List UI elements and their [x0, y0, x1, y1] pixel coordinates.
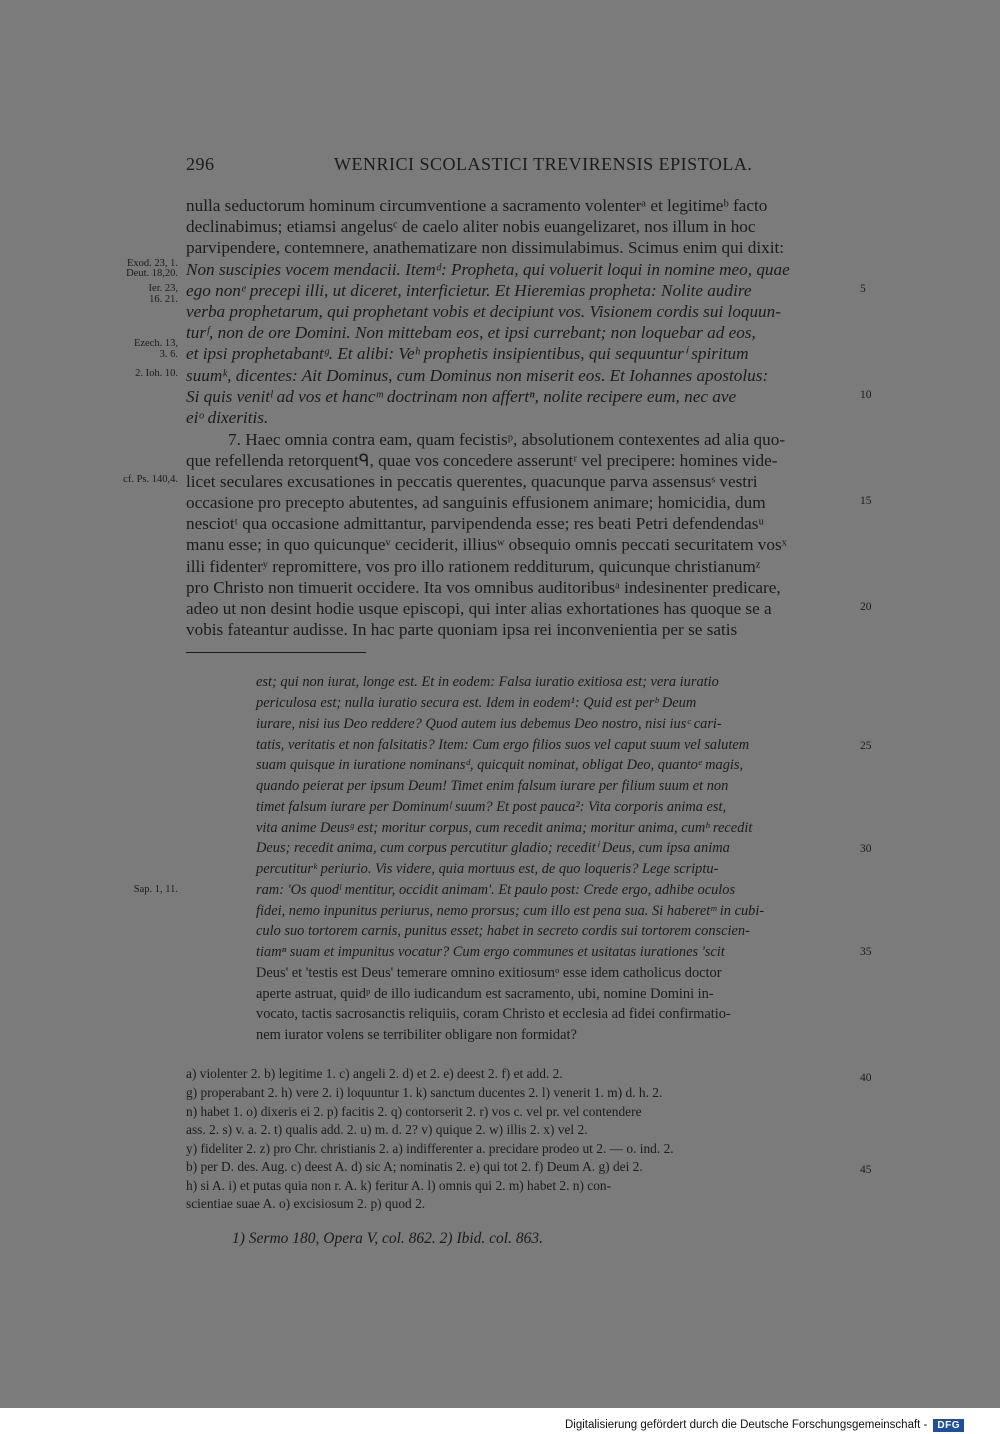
- main-text-line: verba prophetarum, qui prophetant vobis et decipiunt vos. Visionem cordis sui loquun-: [186, 302, 781, 321]
- main-text-line: turᶠ, non de ore Domini. Non mittebam eos, et ipsi currebant; non loquebar ad eos,: [186, 323, 756, 342]
- margin-reference: Exod. 23, 1.: [126, 258, 178, 269]
- footnote-line: est; qui non iurat, longe est. Et in eodem: Falsa iuratio exitiosa est; vera iuratio: [256, 674, 719, 690]
- main-text-line: et ipsi prophetabantᵍ. Et alibi: Veʰ prophetis insipientibus, qui sequunturⁱ spiritum: [186, 344, 749, 363]
- main-text-line: declinabimus; etiamsi angelusᶜ de caelo aliter nobis euangelizaret, nos illum in hoc: [186, 217, 756, 236]
- apparatus-line: ass. 2. s) v. a. 2. t) qualis add. 2. u) m. d. 2? v) quique 2. w) illis 2. x) vel 2.: [186, 1122, 588, 1137]
- footnote-line: tatis, veritatis et non falsitatis? Item: Cum ergo filios suos vel caput suum vel salutem: [256, 737, 750, 753]
- apparatus-line: y) fideliter 2. z) pro Chr. christianis 2. a) indifferenter a. precidare prodeo ut 2. — o. ind. 2.: [186, 1141, 674, 1156]
- footnote-line: fidei, nemo inpunitus periurus, nemo prorsus; cum illo est pena sua. Si haberetᵐ in cubi-: [256, 903, 765, 919]
- footnote-line: periculosa est; nulla iuratio secura est. Idem in eodem¹: Quid est perᵇ Deum: [256, 695, 697, 711]
- footnote-line: Deus; recedit anima, cum corpus percutitur gladio; receditⁱ Deus, cum ipsa anima: [256, 840, 730, 856]
- main-text-line: suumᵏ, dicentes: Ait Dominus, cum Dominus non miserit eos. Et Iohannes apostolus:: [186, 366, 769, 385]
- footnote-line: percutiturᵏ periurio. Vis videre, quia mortuus est, de quo loqueris? Lege scriptu-: [256, 861, 719, 877]
- main-text-line: nulla seductorum hominum circumventione a sacramento volenterᵃ et legitimeᵇ facto: [186, 196, 768, 215]
- running-header: [186, 154, 856, 180]
- apparatus-line: a) violenter 2. b) legitime 1. c) angeli 2. d) et 2. e) deest 2. f) et add. 2.: [186, 1066, 563, 1081]
- line-number: 15: [860, 495, 872, 507]
- main-text-line: licet seculares excusationes in peccatis querentes, quacunque parva assensusˢ vestri: [186, 472, 758, 491]
- source-notes: 1) Sermo 180, Opera V, col. 862. 2) Ibid. col. 863.: [232, 1230, 543, 1247]
- margin-reference: Ezech. 13,: [133, 338, 178, 349]
- main-text-line: manu esse; in quo quicunqueᵛ ceciderit, illiusʷ obsequio omnis peccati securitatem vosˣ: [186, 535, 787, 554]
- line-number: 35: [860, 946, 872, 958]
- main-text-line: pro Christo non timuerit occidere. Ita vos omnibus auditoribusᵃ indesinenter predicare,: [186, 578, 781, 597]
- line-number: 40: [860, 1072, 872, 1084]
- apparatus-line: g) properabant 2. h) vere 2. i) loquuntur 1. k) sanctum ducentes 2. l) venerit 1. m) d. h. 2.: [186, 1085, 663, 1100]
- funding-credit: [565, 1417, 964, 1433]
- footnote-line: aperte astruat, quidᵖ de illo iudicandum est sacramento, ubi, nomine Domini in-: [256, 986, 714, 1002]
- footnote-line: culo suo tortorem carnis, punitus esset; habet in secreto cordis sui tortorem conscien-: [256, 923, 750, 939]
- line-number: 20: [860, 601, 872, 613]
- margin-reference: 3. 6.: [159, 349, 178, 360]
- main-text-line: que refellenda retorquentᑫ, quae vos concedere asseruntʳ vel precipere: homines vide-: [186, 451, 778, 470]
- main-text-line: occasione pro precepto abutentes, ad sanguinis effusionem animare; homicidia, dum: [186, 493, 766, 512]
- running-title: WENRICI SCOLASTICI TREVIRENSIS EPISTOLA.: [334, 154, 753, 174]
- apparatus-line: scientiae suae A. o) excisiosum 2. p) quod 2.: [186, 1196, 426, 1211]
- main-text-line: 7. Haec omnia contra eam, quam fecistisᵖ, absolutionem contexentes ad alia quo-: [228, 430, 786, 449]
- footnote-line: timet falsum iurare per Dominumᶠ suum? Et post pauca²: Vita corporis anima est,: [256, 799, 727, 815]
- main-text-line: ego nonᵉ precepi illi, ut diceret, interficietur. Et Hieremias propheta: Nolite audire: [186, 281, 752, 300]
- main-text-line: Si quis venitˡ ad vos et hancᵐ doctrinam non affertⁿ, nolite recipere eum, nec ave: [186, 387, 737, 406]
- apparatus-line: h) si A. i) et putas quia non r. A. k) feritur A. l) omnis qui 2. m) habet 2. n) con-: [186, 1178, 612, 1193]
- footnote-line: quando peierat per ipsum Deum! Timet enim falsum iurare per filium suum et non: [256, 778, 729, 794]
- line-number: 10: [860, 389, 872, 401]
- apparatus-line: n) habet 1. o) dixeris ei 2. p) facitis 2. q) contorserit 2. r) vos c. vel pr. vel contendere: [186, 1104, 642, 1119]
- margin-reference: Sap. 1, 11.: [133, 884, 178, 895]
- line-number: 25: [860, 740, 872, 752]
- margin-reference: 16. 21.: [149, 294, 178, 305]
- footnote-line: tiamⁿ suam et impunitus vocatur? Cum ergo communes et usitatas iurationes 'scit: [256, 944, 725, 960]
- main-text-line: illi fidenterʸ repromittere, vos pro illo rationem redditurum, quicunque christianumᶻ: [186, 557, 761, 576]
- footnote-line: iurare, nisi ius Deo reddere? Quod autem ius debemus Deo nostro, nisi iusᶜ cari-: [256, 716, 722, 732]
- footnote-line: suam quisque in iuratione nominansᵈ, quicquit nominat, obligat Deo, quantoᵉ magis,: [256, 757, 744, 773]
- main-text-line: eiᵒ dixeritis.: [186, 408, 269, 427]
- apparatus-line: b) per D. des. Aug. c) deest A. d) sic A; nominatis 2. e) qui tot 2. f) Deum A. g) dei 2.: [186, 1159, 643, 1174]
- margin-reference: Deut. 18,20.: [126, 268, 178, 279]
- line-number: 45: [860, 1164, 872, 1176]
- margin-reference: cf. Ps. 140,4.: [123, 474, 178, 485]
- footnote-line: vita anime Deusᵍ est; moritur corpus, cum recedit anima; moritur anima, cumʰ recedit: [256, 820, 753, 836]
- main-text-line: Non suscipies vocem mendacii. Itemᵈ: Propheta, qui voluerit loqui in nomine meo, quae: [186, 260, 790, 279]
- margin-reference: Ier. 23,: [148, 283, 178, 294]
- dfg-logo: DFG: [933, 1419, 964, 1432]
- main-text-line: nesciotᵗ qua occasione admittantur, parvipendenda esse; res beati Petri defendendasᵘ: [186, 514, 765, 533]
- footnote-line: Deus' et 'testis est Deus' temerare omnino exitiosumᵒ esse idem catholicus doctor: [256, 965, 722, 981]
- credit-text: Digitalisierung gefördert durch die Deutsche Forschungsgemeinschaft -: [564, 1419, 928, 1431]
- footnote-line: nem iurator volens se terribiliter obligare non formidat?: [256, 1027, 577, 1043]
- margin-reference: 2. Ioh. 10.: [135, 368, 178, 379]
- main-text-line: vobis fateantur audisse. In hac parte quoniam ipsa rei inconvenientia per se satis: [186, 620, 738, 639]
- footnote-line: ram: 'Os quodˡ mentitur, occidit animam'. Et paulo post: Crede ergo, adhibe oculos: [256, 882, 736, 898]
- footnote-line: vocato, tactis sacrosanctis reliquiis, coram Christo et ecclesia ad fidei confirmatio-: [256, 1006, 731, 1022]
- main-text-line: parvipendere, contemnere, anathematizare non dissimulabimus. Scimus enim qui dixit:: [186, 238, 785, 257]
- page-number: 296: [186, 154, 215, 174]
- line-number: 30: [860, 843, 872, 855]
- main-text-line: adeo ut non desint hodie usque episcopi, qui inter alias exhortationes has quoque se a: [186, 599, 772, 618]
- line-number: 5: [860, 283, 866, 295]
- footnote-separator: [186, 652, 366, 653]
